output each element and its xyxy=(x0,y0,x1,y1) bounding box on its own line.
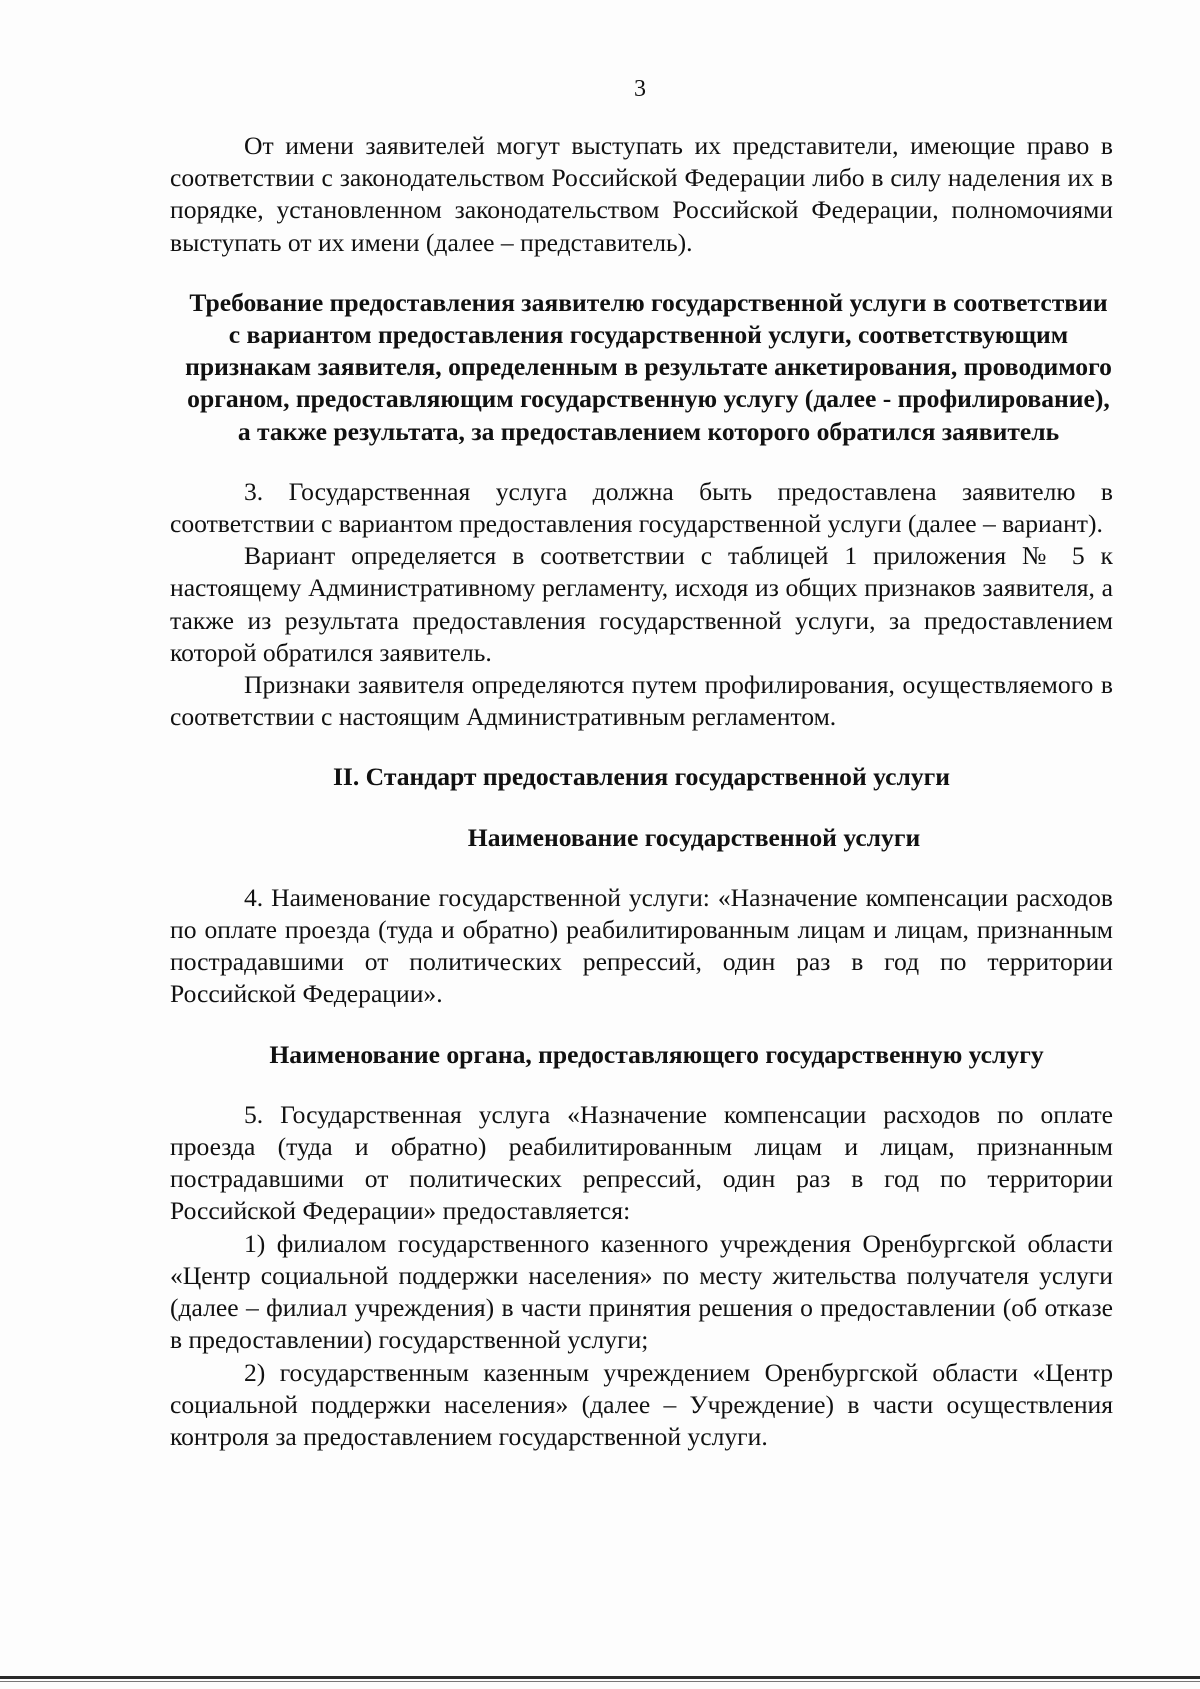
heading-service-name: Наименование государственной услуги xyxy=(467,822,921,852)
paragraph-subitem-1: 1) филиалом государственного казенного учреждения Оренбургской области «Центр социальной поддержки населения» по месту жительства получателя услуги (далее – филиал учреждения) в части принятия решения о предоставлении (об отказе в предоставлении) государственной услуги; xyxy=(170,1228,1113,1355)
paragraph-profiling: Признаки заявителя определяются путем профилирования, осуществляемого в соответствии с настоящим Административным регламентом. xyxy=(170,670,1113,732)
document-body xyxy=(170,130,1113,1453)
paragraph-subitem-2: 2) государственным казенным учреждением Оренбургской области «Центр социальной поддержки населения» (далее – Учреждение) в части осуществления контроля за предоставлением государственной услуги. xyxy=(170,1357,1113,1451)
heading-authority-name: Наименование органа, предоставляющего государственную услугу xyxy=(269,1039,1044,1069)
paragraph-item-4: 4. Наименование государственной услуги: «Назначение компенсации расходов по оплате проезда (туда и обратно) реабилитированным лицам и лицам, признанным пострадавшими от политических репрессий, один раз в год по территории Российской Федерации». xyxy=(170,882,1113,1009)
paragraph-variant-definition: Вариант определяется в соответствии с таблицей 1 приложения № 5 к настоящему Административному регламенту, исходя из общих признаков заявителя, а также из результата предоставления государственной услуги, за предоставлением которой обратился заявитель. xyxy=(170,541,1113,667)
paragraph-item-5: 5. Государственная услуга «Назначение компенсации расходов по оплате проезда (туда и обратно) реабилитированным лицам и лицам, признанным пострадавшими от политических репрессий, один раз в год по территории Российской Федерации» предоставляется: xyxy=(170,1099,1113,1226)
paragraph-representatives: От имени заявителей могут выступать их представители, имеющие право в соответствии с законодательством Российской Федерации либо в силу наделения их в порядке, установленном законодательством Российской Федерации, полномочиями выступать от их имени (далее – представитель). xyxy=(170,131,1113,257)
scan-bottom-edge-shadow xyxy=(0,1681,1200,1682)
page-number: 3 xyxy=(634,76,646,102)
section-heading-standard: II. Стандарт предоставления государственной услуги xyxy=(332,762,951,792)
paragraph-item-3: 3. Государственная услуга должна быть предоставлена заявителю в соответствии с вариантом предоставления государственной услуги (далее – вариант). xyxy=(170,476,1113,539)
scan-bottom-edge xyxy=(0,1676,1200,1679)
heading-variant-requirement: Требование предоставления заявителю государственной услуги в соответствии с вариантом предоставления государственной услуги, соответствующим признакам заявителя, определенным в результате анкетирования, проводимого органом, предоставляющим государственную услугу (далее - профилирование), а также результата, за предоставлением которого обратился заявитель xyxy=(185,287,1112,446)
